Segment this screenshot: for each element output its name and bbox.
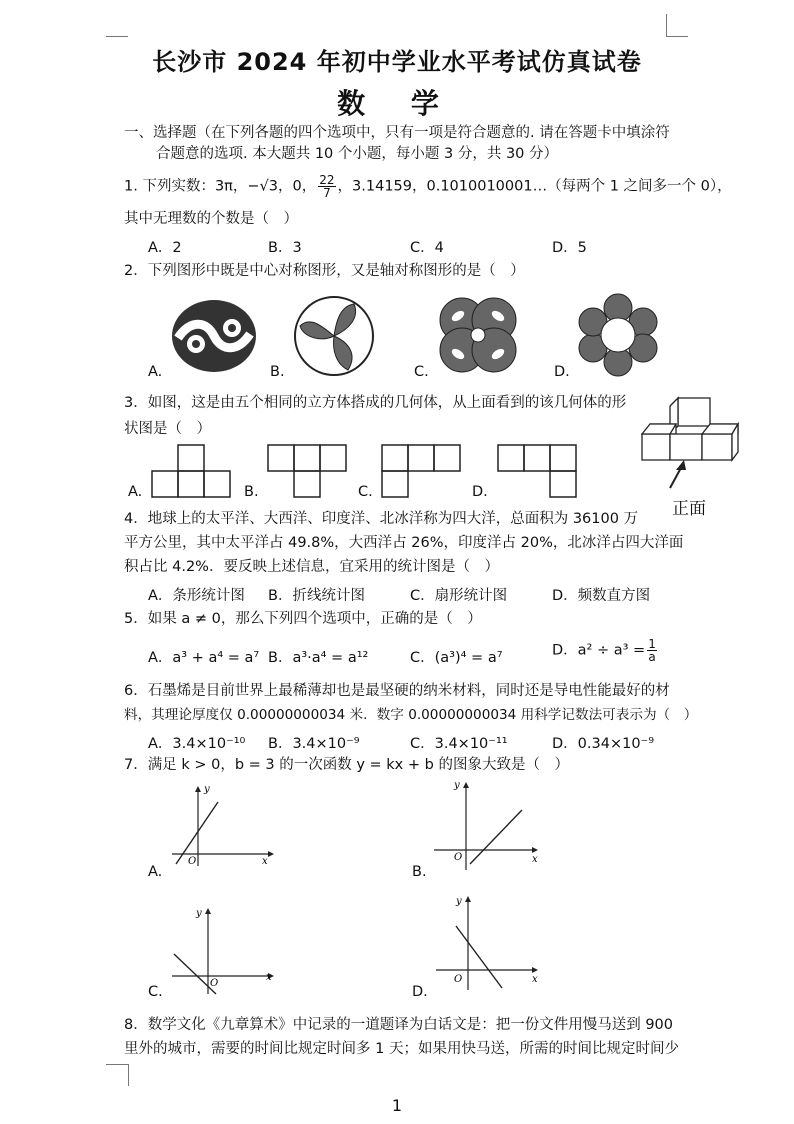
question-7: 7．满足 k > 0，b = 3 的一次函数 y = kx + b 的图象大致是（ ） [124, 757, 569, 773]
q3-solid-figure [636, 396, 746, 496]
q7-c-x-label: x [266, 972, 272, 983]
q7-label-a[interactable]: A. [148, 864, 163, 880]
q2-label-c[interactable]: C. [414, 364, 429, 380]
q5-option-d-num: 1 [648, 637, 656, 651]
q7-graph-c [168, 904, 278, 996]
section-heading-line2: 合题意的选项. 本大题共 10 个小题，每小题 3 分，共 30 分） [156, 146, 558, 162]
q7-a-x-label: x [262, 856, 268, 867]
q3-option-a-grid [152, 444, 232, 498]
q1-prefix: 1. 下列实数：3π，−√3，0， [124, 178, 317, 195]
q7-graph-b [432, 780, 542, 872]
question-1 [124, 174, 732, 199]
section-heading-line1: 一、选择题（在下列各题的四个选项中，只有一项是符合题意的. 请在答题卡中填涂符 [124, 125, 670, 141]
q5-option-d[interactable] [552, 638, 659, 663]
corner-mark-bl-v [128, 1064, 129, 1086]
q6-option-a[interactable]: A．3.4×10⁻¹⁰ [148, 736, 246, 752]
q1-option-b[interactable]: B．3 [268, 240, 302, 256]
q1-frac-den: 7 [323, 186, 331, 200]
q7-b-origin-label: O [454, 852, 463, 863]
q7-label-d[interactable]: D. [412, 984, 428, 1000]
q1-suffix: ，3.14159，0.1010010001…（每两个 1 之间多一个 0）， [337, 178, 732, 195]
question-8-line1: 8．数学文化《九章算术》中记录的一道题译为白话文是：把一份文件用慢马送到 900 [124, 1017, 674, 1033]
q7-d-y-label: y [456, 896, 462, 907]
exam-title: 长沙市 2024 年初中学业水平考试仿真试卷 [152, 48, 642, 76]
corner-mark-bl-h [106, 1064, 128, 1065]
q7-b-y-label: y [454, 780, 460, 791]
question-4-line2: 平方公里，其中太平洋占 49.8%，大西洋占 26%，印度洋占 20%，北冰洋占四大洋面 [124, 535, 684, 551]
q7-c-y-label: y [196, 908, 202, 919]
q3-front-label: 正面 [672, 499, 706, 519]
q2-label-d[interactable]: D. [554, 364, 570, 380]
question-4-line1: 4．地球上的太平洋、大西洋、印度洋、北冰洋称为四大洋，总面积为 36100 万 [124, 511, 639, 527]
question-2: 2．下列图形中既是中心对称图形，又是轴对称图形的是（ ） [124, 263, 525, 279]
q7-graph-a [168, 784, 278, 868]
q4-option-c[interactable]: C．扇形统计图 [410, 588, 508, 604]
q4-option-a[interactable]: A．条形统计图 [148, 588, 245, 604]
q6-option-d[interactable]: D．0.34×10⁻⁹ [552, 736, 655, 752]
q1-option-a[interactable]: A．2 [148, 240, 182, 256]
q3-label-a[interactable]: A. [128, 484, 143, 500]
q3-option-d-grid [498, 444, 580, 498]
q5-option-b[interactable]: B．a³·a⁴ = a¹² [268, 650, 369, 666]
q2-figure-a [170, 298, 258, 374]
page-number: 1 [391, 1096, 403, 1115]
q3-label-d[interactable]: D. [472, 484, 488, 500]
question-4-line3: 积占比 4.2%．要反映上述信息，宜采用的统计图是（ ） [124, 559, 499, 575]
question-5: 5．如果 a ≠ 0，那么下列四个选项中，正确的是（ ） [124, 611, 482, 627]
q5-option-a[interactable]: A．a³ + a⁴ = a⁷ [148, 650, 260, 666]
q7-label-b[interactable]: B. [412, 864, 427, 880]
q2-figure-d [576, 294, 660, 376]
question-3-line1: 3．如图，这是由五个相同的立方体搭成的几何体，从上面看到的该几何体的形 [124, 395, 627, 411]
q7-a-y-label: y [204, 784, 210, 795]
q3-label-b[interactable]: B. [244, 484, 259, 500]
q7-d-origin-label: O [454, 974, 463, 985]
question-6-line2: 料，其理论厚度仅 0.00000000034 米．数字 0.00000000034 用科学记数法可表示为（ ） [124, 707, 698, 723]
q5-option-d-prefix: D．a² ÷ a³ = [552, 642, 646, 659]
question-6-line1: 6．石墨烯是目前世界上最稀薄却也是最坚硬的纳米材料，同时还是导电性能最好的材 [124, 683, 670, 699]
q7-b-x-label: x [532, 854, 538, 865]
q5-option-d-den: a [648, 650, 656, 664]
corner-mark-tl-h [106, 36, 128, 37]
q3-option-b-grid [268, 444, 348, 498]
corner-mark-tr-v [666, 14, 667, 36]
q2-label-b[interactable]: B. [270, 364, 285, 380]
q1-fraction [318, 174, 335, 199]
q6-option-c[interactable]: C．3.4×10⁻¹¹ [410, 736, 508, 752]
q4-option-d[interactable]: D．频数直方图 [552, 588, 651, 604]
q5-option-d-fraction [647, 638, 657, 663]
q2-figure-b [292, 296, 376, 376]
q3-label-c[interactable]: C. [358, 484, 373, 500]
q1-option-c[interactable]: C．4 [410, 240, 444, 256]
q1-option-d[interactable]: D．5 [552, 240, 587, 256]
corner-mark-tr-h [666, 36, 688, 37]
question-1-line2: 其中无理数的个数是（ ） [124, 211, 298, 227]
q1-frac-num: 22 [319, 173, 335, 187]
q7-d-x-label: x [532, 974, 538, 985]
q6-option-b[interactable]: B．3.4×10⁻⁹ [268, 736, 360, 752]
q5-option-c[interactable]: C．(a³)⁴ = a⁷ [410, 650, 503, 666]
question-8-line2: 里外的城市，需要的时间比规定时间多 1 天；如果用快马送，所需的时间比规定时间少 [124, 1041, 679, 1057]
question-3-line2: 状图是（ ） [124, 421, 211, 437]
q7-label-c[interactable]: C. [148, 984, 163, 1000]
q7-a-origin-label: O [188, 856, 197, 867]
q7-c-origin-label: O [210, 978, 219, 989]
q7-graph-d [432, 892, 544, 992]
q4-option-b[interactable]: B．折线统计图 [268, 588, 365, 604]
q2-figure-c [436, 294, 520, 376]
q3-option-c-grid [382, 444, 464, 498]
exam-subject: 数 学 [337, 87, 457, 120]
q2-label-a[interactable]: A. [148, 364, 163, 380]
